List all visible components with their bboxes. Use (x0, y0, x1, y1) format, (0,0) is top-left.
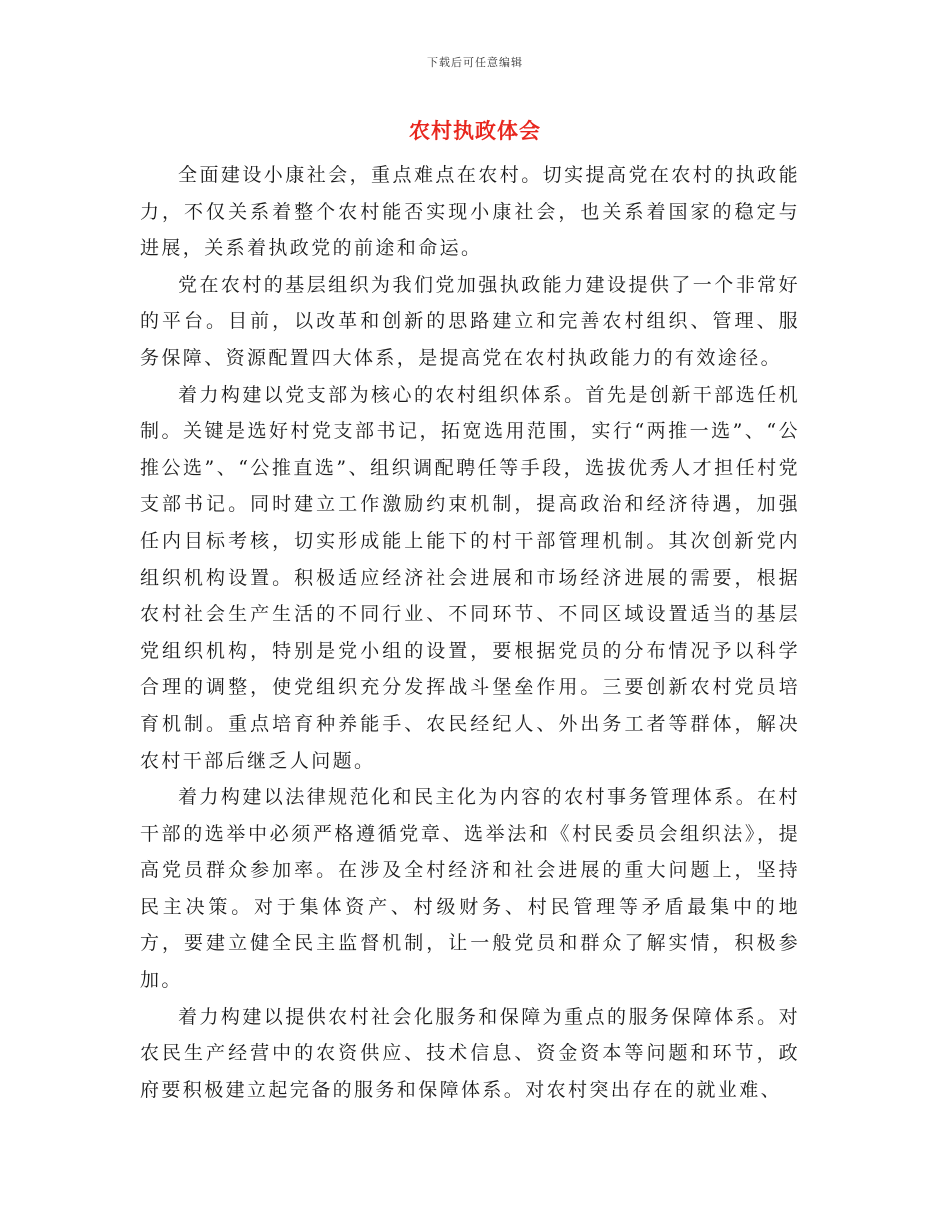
paragraph: 党在农村的基层组织为我们党加强执政能力建设提供了一个非常好的平台。目前，以改革和创新的思路建立和完善农村组织、管理、服务保障、资源配置四大体系，是提高党在农村执政能力的有效途径。 (140, 273, 800, 369)
paragraph: 着力构建以提供农村社会化服务和保障为重点的服务保障体系。对农民生产经营中的农资供应、技术信息、资金资本等问题和环节，政府要积极建立起完备的服务和保障体系。对农村突出存在的就业难、 (140, 1005, 800, 1101)
header-note: 下载后可任意编辑 (427, 56, 523, 69)
paragraph: 着力构建以法律规范化和民主化为内容的农村事务管理体系。在村干部的选举中必须严格遵循党章、选举法和《村民委员会组织法》，提高党员群众参加率。在涉及全村经济和社会进展的重大问题上，坚持民主决策。对于集体资产、村级财务、村民管理等矛盾最集中的地方，要建立健全民主监督机制，让一般党员和群众了解实情，积极参加。 (140, 786, 800, 992)
page-title: 农村执政体会 (409, 118, 541, 143)
document-body (140, 157, 800, 1108)
paragraph: 着力构建以党支部为核心的农村组织体系。首先是创新干部选任机制。关键是选好村党支部书记，拓宽选用范围，实行“两推一选”、“公推公选”、“公推直选”、组织调配聘任等手段，选拔优秀人才担任村党支部书记。同时建立工作激励约束机制，提高政治和经济待遇，加强任内目标考核，切实形成能上能下的村干部管理机制。其次创新党内组织机构设置。积极适应经济社会进展和市场经济进展的需要，根据农村社会生产生活的不同行业、不同环节、不同区域设置适当的基层党组织机构，特别是党小组的设置，要根据党员的分布情况予以科学合理的调整，使党组织充分发挥战斗堡垒作用。三要创新农村党员培育机制。重点培育种养能手、农民经纪人、外出务工者等群体，解决农村干部后继乏人问题。 (140, 383, 800, 772)
paragraph: 全面建设小康社会，重点难点在农村。切实提高党在农村的执政能力，不仅关系着整个农村能否实现小康社会，也关系着国家的稳定与进展，关系着执政党的前途和命运。 (140, 164, 800, 260)
